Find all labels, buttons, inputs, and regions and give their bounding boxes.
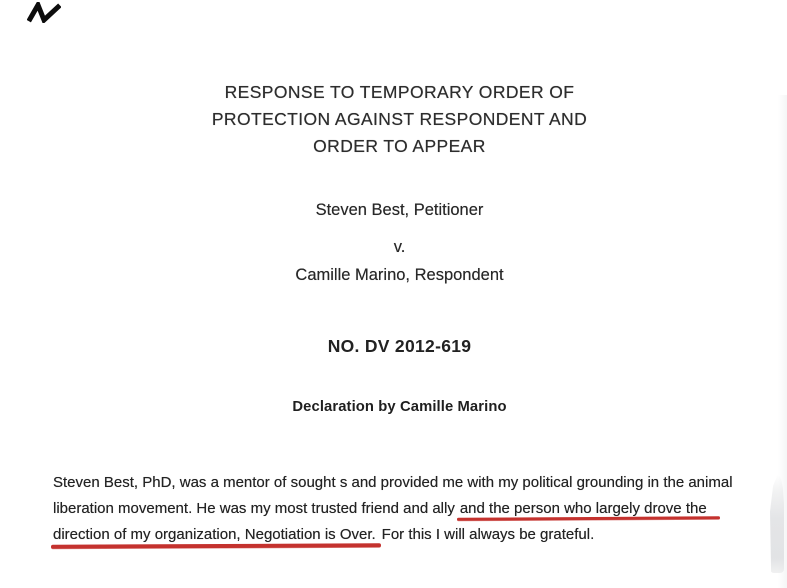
paragraph-line-2-plain: liberation movement. He was my most trusted friend and ally bbox=[53, 500, 455, 517]
red-underlined-text-1: and the person who largely drove the bbox=[459, 500, 707, 517]
title-line-2: PROTECTION AGAINST RESPONDENT AND bbox=[211, 109, 588, 129]
paragraph-line-3 bbox=[53, 522, 733, 548]
title-line-1: RESPONSE TO TEMPORARY ORDER OF bbox=[224, 82, 575, 102]
document-title bbox=[0, 79, 787, 160]
ink-mark-icon bbox=[27, 2, 61, 23]
paragraph-line-1-text: Steven Best, PhD, was a mentor of sought s and provided me with my political grounding in the animal bbox=[53, 474, 733, 491]
paragraph-line-1 bbox=[53, 470, 733, 496]
title-line-3: ORDER TO APPEAR bbox=[313, 136, 486, 156]
red-underlined-text-2: direction of my organization, Negotiation is Over. bbox=[53, 526, 376, 543]
paragraph-line-2 bbox=[53, 496, 733, 522]
respondent-caption: Camille Marino, Respondent bbox=[295, 266, 504, 284]
versus-caption: v. bbox=[393, 238, 406, 256]
scan-edge-shadow bbox=[770, 474, 784, 573]
case-number: NO. DV 2012-619 bbox=[327, 336, 472, 356]
declaration-paragraph bbox=[53, 470, 733, 548]
petitioner-caption: Steven Best, Petitioner bbox=[315, 201, 484, 219]
declaration-heading: Declaration by Camille Marino bbox=[292, 399, 507, 415]
paragraph-line-3-plain: For this I will always be grateful. bbox=[381, 526, 595, 543]
